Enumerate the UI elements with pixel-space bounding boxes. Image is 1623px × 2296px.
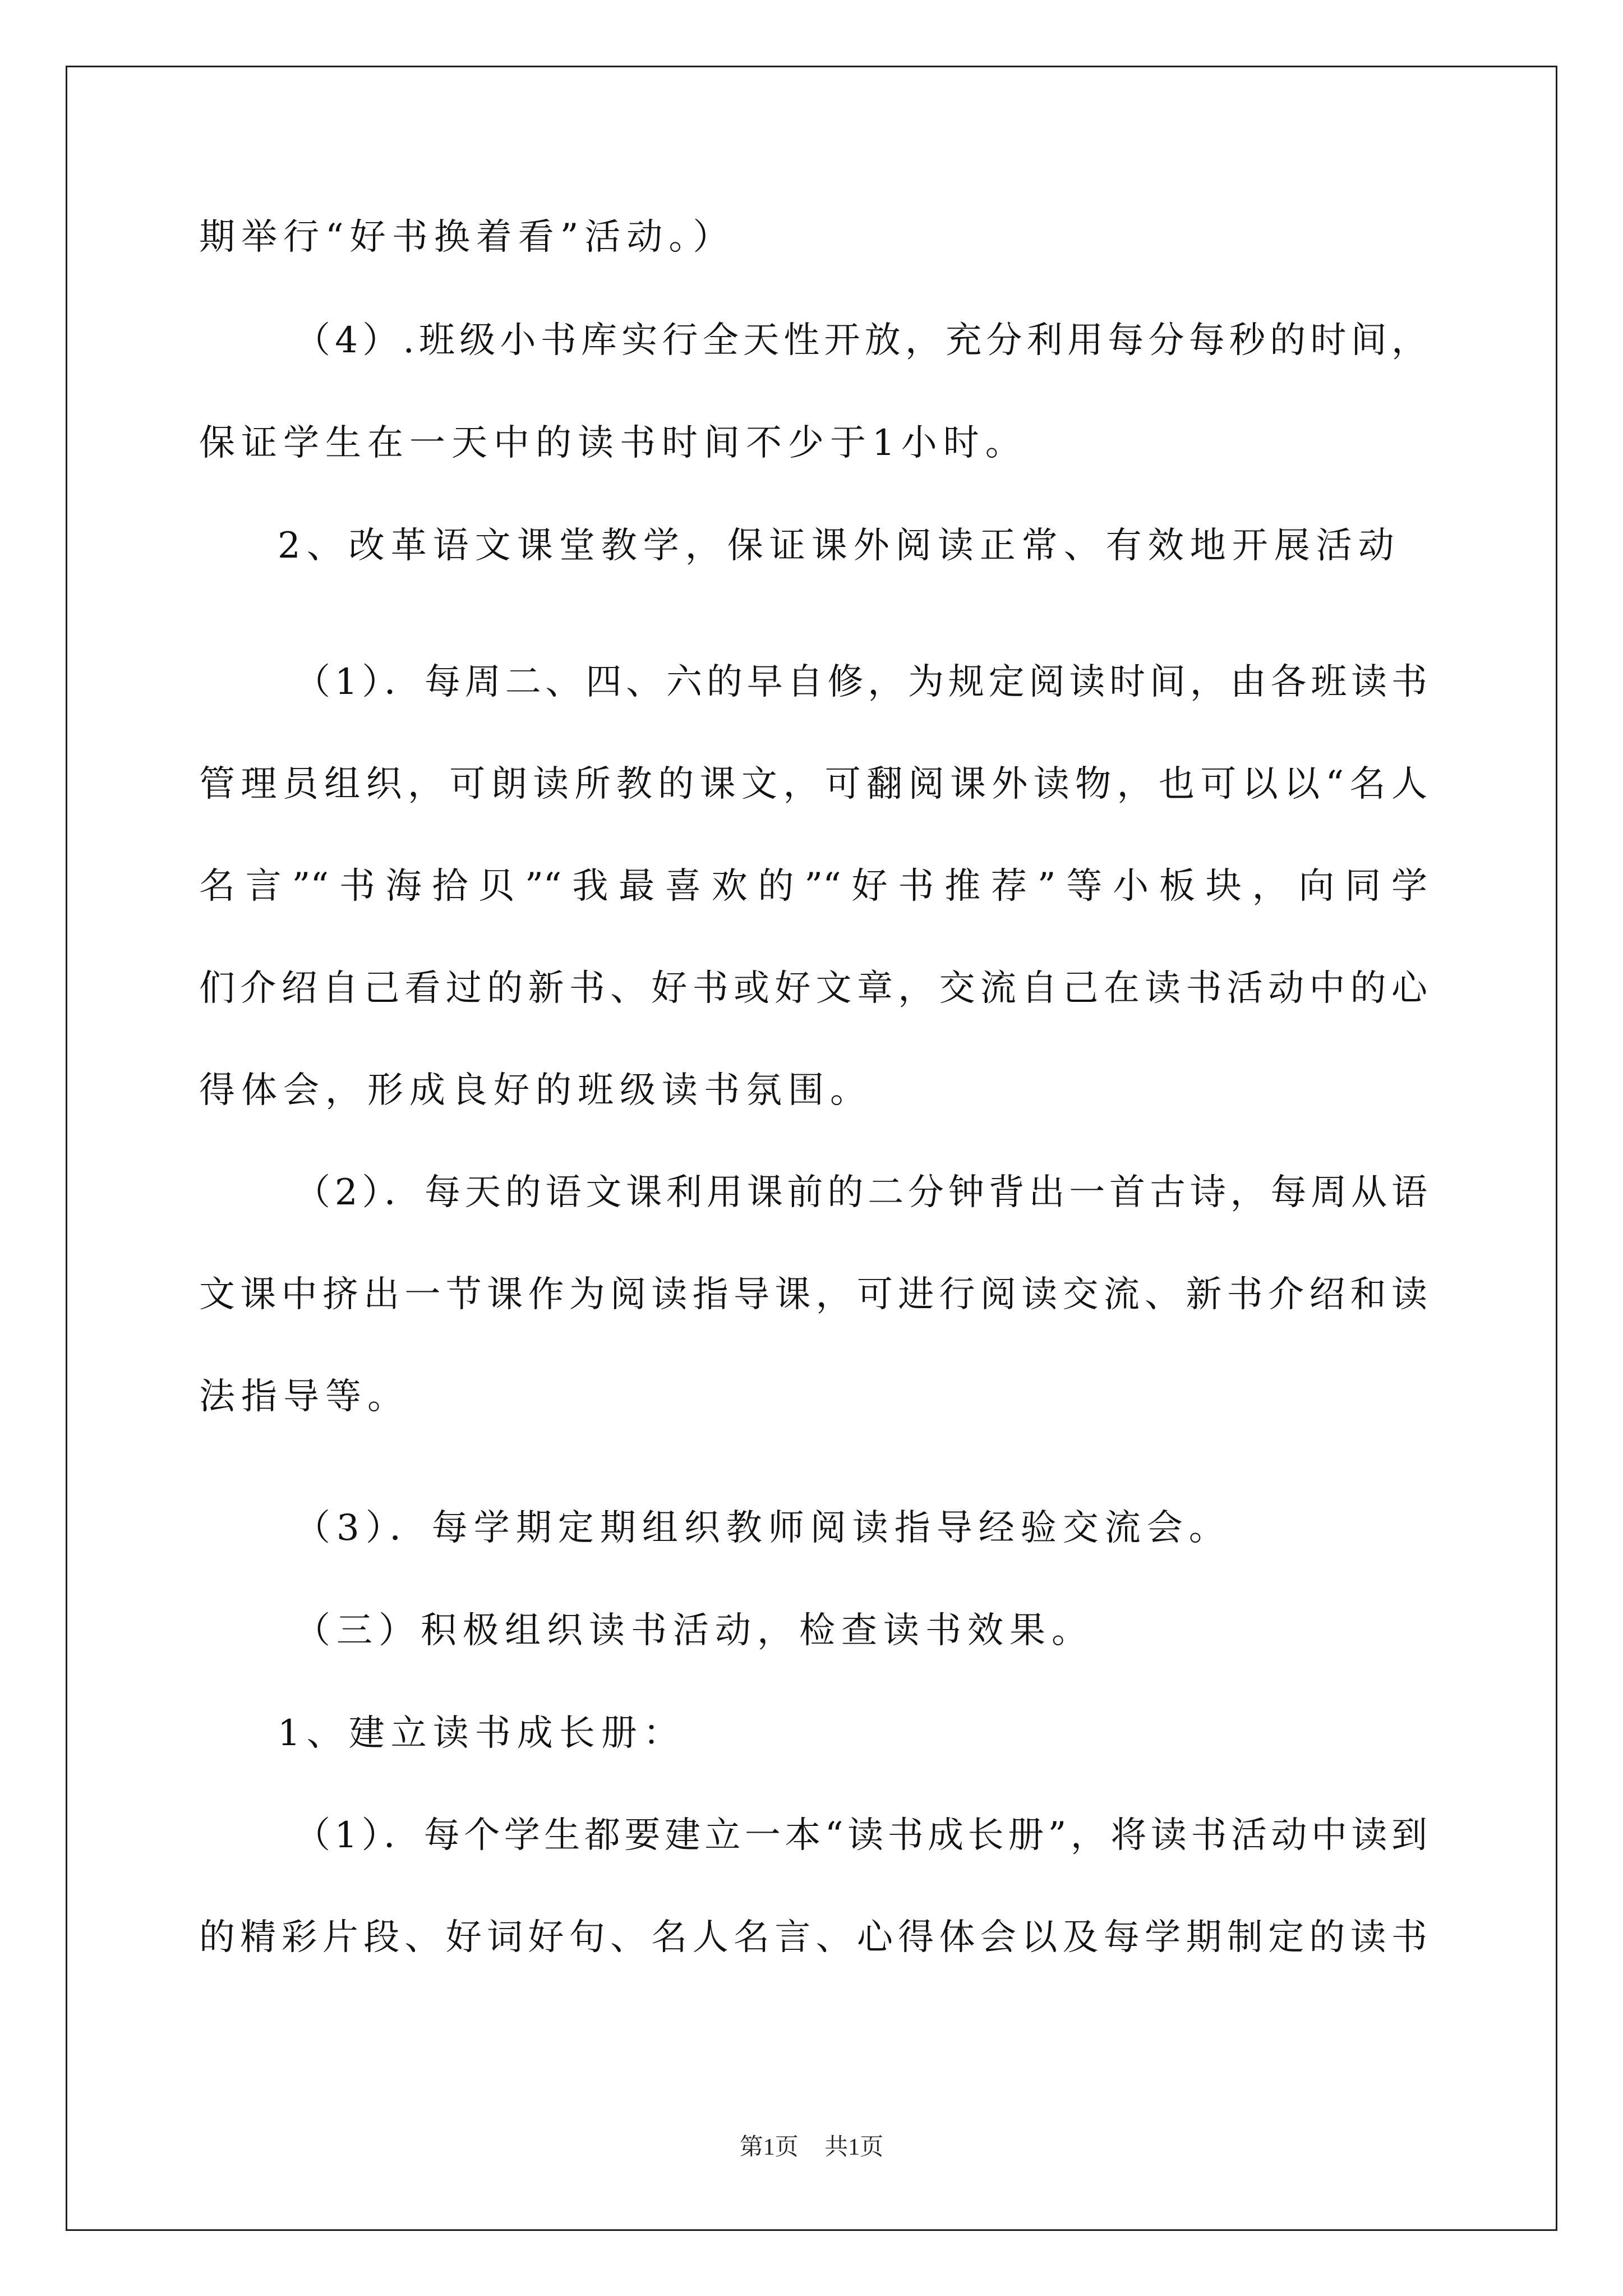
page-total: 共1页 (824, 2134, 884, 2160)
text-line: 保证学生在一天中的读书时间不少于1小时。 (199, 422, 1027, 464)
page-footer (0, 2131, 1623, 2164)
text-line: 2、改革语文课堂教学，保证课外阅读正常、有效地开展活动 (278, 525, 1400, 567)
text-line: 管理员组织，可朗读所教的课文，可翻阅课外读物，也可以以“名人 (199, 763, 1427, 805)
text-line: （1）．每个学生都要建立一本“读书成长册”，将读书活动中读到 (294, 1815, 1427, 1856)
text-line: 文课中挤出一节课作为阅读指导课，可进行阅读交流、新书介绍和读 (199, 1274, 1427, 1315)
text-line: （4）.班级小书库实行全天性开放，充分利用每分每秒的时间， (294, 320, 1427, 361)
text-line: （三）积极组织读书活动，检查读书效果。 (294, 1610, 1094, 1651)
text-line: 法指导等。 (199, 1376, 409, 1418)
text-line: （1）．每周二、四、六的早自修，为规定阅读时间，由各班读书 (294, 661, 1427, 703)
text-line: 名言”“书海拾贝”“我最喜欢的”“好书推荐”等小板块，向同学 (199, 866, 1427, 907)
page-number: 第1页 (739, 2134, 799, 2160)
text-line: 的精彩片段、好词好句、名人名言、心得体会以及每学期制定的读书 (199, 1917, 1427, 1958)
page-border (66, 66, 1557, 2231)
text-line: （2）．每天的语文课利用课前的二分钟背出一首古诗，每周从语 (294, 1172, 1427, 1213)
text-line: 们介绍自己看过的新书、好书或好文章，交流自己在读书活动中的心 (199, 968, 1427, 1009)
text-line: 得体会，形成良好的班级读书氛围。 (199, 1070, 872, 1111)
text-line: （3）．每学期定期组织教师阅读指导经验交流会。 (294, 1507, 1231, 1549)
text-line: 1、建立读书成长册： (278, 1713, 685, 1754)
text-line: 期举行“好书换着看”活动。） (199, 217, 735, 258)
